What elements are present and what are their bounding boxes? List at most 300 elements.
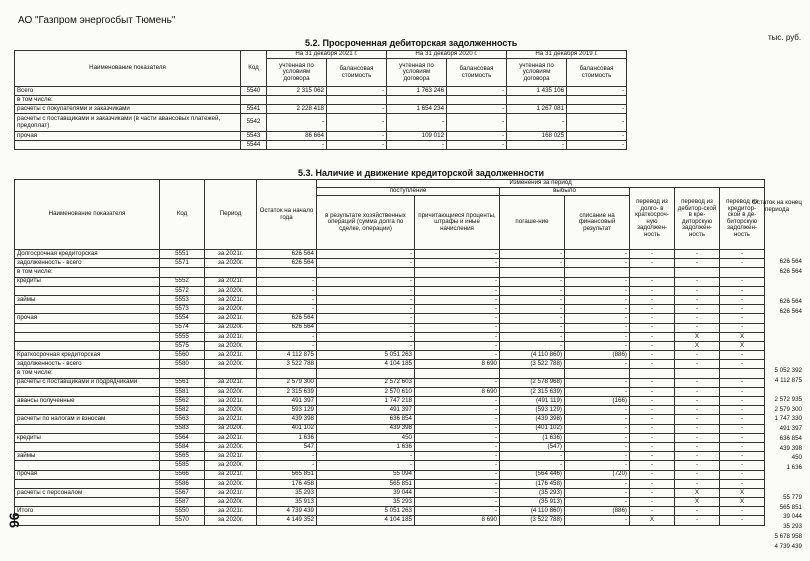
row-value-c7: X <box>720 332 765 341</box>
row-value: 168 025 <box>507 132 567 141</box>
row-value: - <box>447 114 507 132</box>
row-value-c7: - <box>720 507 765 516</box>
row-period: за 2020г. <box>205 341 257 350</box>
table-row <box>15 286 765 295</box>
row-value-c2: - <box>415 507 500 516</box>
row-value-c2: - <box>415 286 500 295</box>
row-value-c4: - <box>565 295 630 304</box>
row-name <box>15 387 160 396</box>
row-value-c4: - <box>565 442 630 451</box>
end-balance-value: 1 636 <box>786 464 802 471</box>
row-name <box>15 461 160 470</box>
row-value-start: - <box>257 341 317 350</box>
row-value-c2: - <box>415 332 500 341</box>
subheader-contract: учтенная по условиям договора <box>507 59 567 87</box>
row-period: за 2021г. <box>205 295 257 304</box>
row-period: за 2020г. <box>205 461 257 470</box>
row-value-c2: - <box>415 488 500 497</box>
row-period: за 2020г. <box>205 516 257 525</box>
row-value-start: 626 564 <box>257 323 317 332</box>
row-value-start <box>257 268 317 277</box>
row-value-c7: X <box>720 341 765 350</box>
row-code: 5583 <box>160 424 205 433</box>
col-header-interest: причитающиеся проценты, штрафы и иные начисления <box>415 196 500 250</box>
row-value-c6: - <box>675 295 720 304</box>
row-value-c2: 8 690 <box>415 516 500 525</box>
row-value: - <box>567 114 627 132</box>
row-value-c1: - <box>317 452 415 461</box>
row-value-c2: - <box>415 470 500 479</box>
row-value-c3: - <box>500 314 565 323</box>
subheader-balance: балансовая стоимость <box>327 59 387 87</box>
table-row <box>15 105 627 114</box>
end-balance-value: 450 <box>791 454 802 461</box>
row-value-c2: - <box>415 277 500 286</box>
units-label: тыс. руб. <box>768 33 802 42</box>
section-5-3-title: 5.3. Наличие и движение кредиторской задолженности <box>298 168 545 178</box>
row-value-c1: - <box>317 259 415 268</box>
table-row <box>15 351 765 360</box>
row-value-c3: (547) <box>500 442 565 451</box>
row-value-c4: - <box>565 498 630 507</box>
end-balance-value: 491 397 <box>779 425 802 432</box>
row-value: 2 315 062 <box>267 87 327 96</box>
table-row <box>15 433 765 442</box>
row-value-c4: - <box>565 406 630 415</box>
row-value-c7: X <box>720 498 765 507</box>
row-value-c3: (35 913) <box>500 498 565 507</box>
row-name: авансы полученные <box>15 397 160 406</box>
table-row <box>15 378 765 387</box>
row-value-c3: (4 110 860) <box>500 507 565 516</box>
row-value-c3: (491 119) <box>500 397 565 406</box>
row-value-c2: - <box>415 433 500 442</box>
row-code: 5570 <box>160 516 205 525</box>
row-period: за 2020г. <box>205 259 257 268</box>
row-value-start: 547 <box>257 442 317 451</box>
row-code: 5551 <box>160 250 205 259</box>
row-value <box>507 96 567 105</box>
row-value <box>567 96 627 105</box>
row-value-c2: - <box>415 415 500 424</box>
table-row <box>15 452 765 461</box>
row-value: - <box>327 87 387 96</box>
row-name: займы <box>15 452 160 461</box>
row-value-c6: - <box>675 442 720 451</box>
row-value-c6: - <box>675 470 720 479</box>
row-value-c7: - <box>720 314 765 323</box>
row-value-c3: - <box>500 277 565 286</box>
row-value-c7: - <box>720 406 765 415</box>
subheader-balance: балансовая стоимость <box>447 59 507 87</box>
row-name <box>15 516 160 525</box>
row-value-c4: - <box>565 433 630 442</box>
row-value-c5: - <box>630 360 675 369</box>
table-row <box>15 268 765 277</box>
row-value-c1: 2 570 610 <box>317 387 415 396</box>
table-row <box>15 406 765 415</box>
row-value-c2: - <box>415 351 500 360</box>
row-value-c7: - <box>720 360 765 369</box>
row-value-c6: - <box>675 286 720 295</box>
org-name: АО "Газпром энергосбыт Тюмень" <box>18 15 176 26</box>
end-balance-value: 626 564 <box>779 298 802 305</box>
row-period: за 2020г. <box>205 286 257 295</box>
row-value: - <box>327 114 387 132</box>
row-value-c2: - <box>415 314 500 323</box>
row-code: 5585 <box>160 461 205 470</box>
row-value-c3: - <box>500 259 565 268</box>
row-code: 5544 <box>241 141 267 150</box>
row-value-c3: (35 293) <box>500 488 565 497</box>
row-code <box>241 96 267 105</box>
row-value-c5: - <box>630 332 675 341</box>
row-value-c1: 491 397 <box>317 406 415 415</box>
row-value-c5: - <box>630 351 675 360</box>
row-name <box>15 341 160 350</box>
table-row <box>15 259 765 268</box>
row-value-start: 626 564 <box>257 250 317 259</box>
row-value-c5: - <box>630 488 675 497</box>
row-value-c4: - <box>565 479 630 488</box>
row-value-c4: - <box>565 314 630 323</box>
row-value-c6 <box>675 369 720 378</box>
row-value-c6: - <box>675 378 720 387</box>
row-value-c1: 2 572 603 <box>317 378 415 387</box>
row-value-c5: - <box>630 442 675 451</box>
row-value-c1 <box>317 268 415 277</box>
row-value-c4: (720) <box>565 470 630 479</box>
end-balance-value: 5 678 958 <box>774 533 802 540</box>
row-value-c5 <box>630 268 675 277</box>
table-row <box>15 96 627 105</box>
row-value-c7: - <box>720 415 765 424</box>
col-header-pay-to-recv: перевод из кредитор-ской в де-биторскую задолжен-ность <box>720 188 765 250</box>
row-value <box>267 96 327 105</box>
row-name: задолженность - всего <box>15 360 160 369</box>
row-value-start: 35 293 <box>257 488 317 497</box>
row-period: за 2021г. <box>205 314 257 323</box>
overdue-receivables-table <box>14 50 627 150</box>
row-value-c1: 450 <box>317 433 415 442</box>
row-value-c2: - <box>415 452 500 461</box>
table-row <box>15 516 765 525</box>
row-value-c7: - <box>720 442 765 451</box>
col-header-long-to-short: перевод из долго- в краткосроч-ную задолжен-ность <box>630 188 675 250</box>
row-name <box>15 479 160 488</box>
row-value-c2: - <box>415 250 500 259</box>
row-code <box>160 369 205 378</box>
row-value-c2 <box>415 268 500 277</box>
row-value-c6: - <box>675 424 720 433</box>
row-value-c4: - <box>565 378 630 387</box>
row-value-c1: 35 293 <box>317 498 415 507</box>
row-period: за 2020г. <box>205 479 257 488</box>
end-balance-value: 4 112 875 <box>774 377 802 384</box>
row-value-c6: - <box>675 397 720 406</box>
row-value: - <box>447 132 507 141</box>
row-value-start: 491 397 <box>257 397 317 406</box>
row-value: - <box>507 141 567 150</box>
row-value-c3: (564 446) <box>500 470 565 479</box>
row-period: за 2021г. <box>205 250 257 259</box>
row-value-c3: (3 522 788) <box>500 516 565 525</box>
row-code: 5565 <box>160 452 205 461</box>
row-value-start: 2 579 300 <box>257 378 317 387</box>
end-balance-value: 636 854 <box>779 435 802 442</box>
end-balance-value: 39 044 <box>783 513 802 520</box>
section-5-2-title: 5.2. Просроченная дебиторская задолженность <box>305 38 518 48</box>
row-value-c4: - <box>565 341 630 350</box>
row-value-c5 <box>630 369 675 378</box>
row-value-c4: (886) <box>565 351 630 360</box>
end-balance-value: 565 851 <box>779 504 802 511</box>
row-value-start: 439 398 <box>257 415 317 424</box>
table-row <box>15 141 627 150</box>
row-name: расчеты с поставщиками и подрядчиками <box>15 378 160 387</box>
row-code: 5541 <box>241 105 267 114</box>
row-value: 109 012 <box>387 132 447 141</box>
row-value-c7: - <box>720 470 765 479</box>
row-value-c3: - <box>500 295 565 304</box>
row-value-c1: 39 044 <box>317 488 415 497</box>
row-period: за 2021г. <box>205 277 257 286</box>
row-value <box>387 96 447 105</box>
end-balance-value: 626 564 <box>779 308 802 315</box>
col-header-code: Код <box>241 51 267 87</box>
col-header-period-2019: На 31 декабря 2019 г. <box>507 51 627 59</box>
row-code: 5573 <box>160 305 205 314</box>
row-value-c6: X <box>675 332 720 341</box>
row-value-c4: - <box>565 452 630 461</box>
row-value-c1: - <box>317 341 415 350</box>
row-value-c5: - <box>630 406 675 415</box>
row-value-c5: - <box>630 259 675 268</box>
row-value-c4 <box>565 268 630 277</box>
row-value-start: - <box>257 461 317 470</box>
row-value-c7: - <box>720 433 765 442</box>
row-period: за 2021г. <box>205 397 257 406</box>
row-value-c1: - <box>317 461 415 470</box>
row-value-c2: 8 690 <box>415 387 500 396</box>
table-row <box>15 442 765 451</box>
row-code: 5575 <box>160 341 205 350</box>
row-value-c5: - <box>630 461 675 470</box>
row-value-start: - <box>257 305 317 314</box>
row-value-c3: - <box>500 332 565 341</box>
row-value-c2: - <box>415 397 500 406</box>
row-period: за 2020г. <box>205 498 257 507</box>
row-value: - <box>327 132 387 141</box>
row-period: за 2021г. <box>205 470 257 479</box>
row-name: кредиты <box>15 277 160 286</box>
row-value-c4: - <box>565 323 630 332</box>
row-value-c4: - <box>565 516 630 525</box>
row-code: 5560 <box>160 351 205 360</box>
row-value-c2: - <box>415 424 500 433</box>
row-value-c2: - <box>415 295 500 304</box>
row-name: расчеты с персоналом <box>15 488 160 497</box>
row-value-c3: - <box>500 461 565 470</box>
row-value-c4: - <box>565 488 630 497</box>
table-row <box>15 250 765 259</box>
table-row <box>15 470 765 479</box>
row-value-c6: - <box>675 314 720 323</box>
row-value-start: 565 851 <box>257 470 317 479</box>
row-name: Итого <box>15 507 160 516</box>
row-value-c1 <box>317 369 415 378</box>
row-value-c6: - <box>675 259 720 268</box>
end-balance-value: 2 579 300 <box>774 406 802 413</box>
row-value-c1: 55 094 <box>317 470 415 479</box>
row-value-c1: 565 851 <box>317 479 415 488</box>
row-value-c5: - <box>630 433 675 442</box>
col-header-repayment: погаше-ние <box>500 196 565 250</box>
row-value-c6: X <box>675 488 720 497</box>
row-value-c4: - <box>565 461 630 470</box>
row-value-c3: (2 315 639) <box>500 387 565 396</box>
row-value-c3: (4 110 860) <box>500 351 565 360</box>
row-value-start: 4 112 875 <box>257 351 317 360</box>
table-row <box>15 488 765 497</box>
row-value-c5: - <box>630 397 675 406</box>
row-value-c7: - <box>720 387 765 396</box>
row-value-c3: (3 522 788) <box>500 360 565 369</box>
row-value-start: 1 636 <box>257 433 317 442</box>
row-period: за 2021г. <box>205 378 257 387</box>
subheader-contract: учтенная по условиям договора <box>387 59 447 87</box>
table-row <box>15 387 765 396</box>
row-value-c1: 5 051 263 <box>317 351 415 360</box>
row-value-c4: - <box>565 424 630 433</box>
row-name: в том числе: <box>15 369 160 378</box>
row-name <box>15 424 160 433</box>
row-value-start: 401 102 <box>257 424 317 433</box>
row-code: 5580 <box>160 360 205 369</box>
row-period: за 2020г. <box>205 424 257 433</box>
row-value-c3: - <box>500 286 565 295</box>
row-value <box>447 96 507 105</box>
row-period <box>205 268 257 277</box>
row-code: 5562 <box>160 397 205 406</box>
row-name: прочая <box>15 470 160 479</box>
row-value-c1: - <box>317 295 415 304</box>
row-value-c2: - <box>415 498 500 507</box>
row-value-c5: - <box>630 323 675 332</box>
row-value: - <box>387 114 447 132</box>
row-value-c4: - <box>565 250 630 259</box>
col-header-code: Код <box>160 180 205 250</box>
row-value-c1: - <box>317 277 415 286</box>
row-code: 5550 <box>160 507 205 516</box>
row-value-c5: - <box>630 378 675 387</box>
end-balance-value: 1 747 330 <box>774 415 802 422</box>
row-value-c2: - <box>415 461 500 470</box>
row-period: за 2021г. <box>205 332 257 341</box>
col-header-period: Период <box>205 180 257 250</box>
col-header-outflow: выбыло <box>500 188 630 196</box>
table-row <box>15 305 765 314</box>
row-code: 5542 <box>241 114 267 132</box>
row-name: задолженность - всего <box>15 259 160 268</box>
row-value-c3: (1 636) <box>500 433 565 442</box>
row-value-c6 <box>675 268 720 277</box>
row-value-start: 176 458 <box>257 479 317 488</box>
row-value-c3: (176 458) <box>500 479 565 488</box>
row-code: 5582 <box>160 406 205 415</box>
row-value-c7: - <box>720 479 765 488</box>
table-row <box>15 132 627 141</box>
row-value-c1: - <box>317 323 415 332</box>
row-name: расчеты с поставщиками и заказчиками (в части авансовых платежей, предоплат) <box>15 114 241 132</box>
row-code: 5566 <box>160 470 205 479</box>
row-name: расчеты по налогам и взносам <box>15 415 160 424</box>
row-value-c1: 636 854 <box>317 415 415 424</box>
row-code: 5572 <box>160 286 205 295</box>
row-value-c7: - <box>720 424 765 433</box>
end-balance-value: 439 398 <box>779 445 802 452</box>
row-value-c2: - <box>415 378 500 387</box>
row-value-c2 <box>415 369 500 378</box>
row-value-c4: - <box>565 360 630 369</box>
row-value-c6: - <box>675 406 720 415</box>
row-code: 5555 <box>160 332 205 341</box>
row-value-c5: - <box>630 250 675 259</box>
col-header-income: поступление <box>317 188 500 196</box>
row-period: за 2021г. <box>205 488 257 497</box>
row-value-c4: - <box>565 259 630 268</box>
table-row <box>15 323 765 332</box>
row-value-c7: - <box>720 397 765 406</box>
table-row <box>15 461 765 470</box>
row-value-c2: 8 690 <box>415 360 500 369</box>
row-value-c4: - <box>565 387 630 396</box>
row-value: - <box>567 132 627 141</box>
row-value-c1: - <box>317 332 415 341</box>
table-row <box>15 397 765 406</box>
row-value: 1 267 081 <box>507 105 567 114</box>
table-row <box>15 415 765 424</box>
row-value-c3: (439 398) <box>500 415 565 424</box>
row-value-start: - <box>257 332 317 341</box>
row-value-c7: - <box>720 250 765 259</box>
row-value-c7: - <box>720 259 765 268</box>
row-value-c7: - <box>720 277 765 286</box>
row-value-c7: - <box>720 295 765 304</box>
row-value-c1: - <box>317 314 415 323</box>
row-period: за 2021г. <box>205 415 257 424</box>
row-value: 2 228 418 <box>267 105 327 114</box>
row-value-c3: - <box>500 250 565 259</box>
row-value-start: 4 739 439 <box>257 507 317 516</box>
row-value-c5: - <box>630 452 675 461</box>
row-value-c6: - <box>675 250 720 259</box>
row-value-start: 626 564 <box>257 314 317 323</box>
row-value-c6: - <box>675 351 720 360</box>
row-value-c5: - <box>630 341 675 350</box>
row-value-start: - <box>257 277 317 286</box>
row-name: прочая <box>15 132 241 141</box>
col-header-period-2021: На 31 декабря 2021 г. <box>267 51 387 59</box>
row-value-c2: - <box>415 442 500 451</box>
col-header-operations: в результате хозяйственных операций (сумма долга по сделке, операции) <box>317 196 415 250</box>
row-value-c6: - <box>675 479 720 488</box>
row-name <box>15 406 160 415</box>
table-row <box>15 369 765 378</box>
row-name <box>15 141 241 150</box>
col-header-recv-to-pay: перевод из дебитор-ской в кре-диторскую задолжен-ность <box>675 188 720 250</box>
row-value: 1 654 234 <box>387 105 447 114</box>
